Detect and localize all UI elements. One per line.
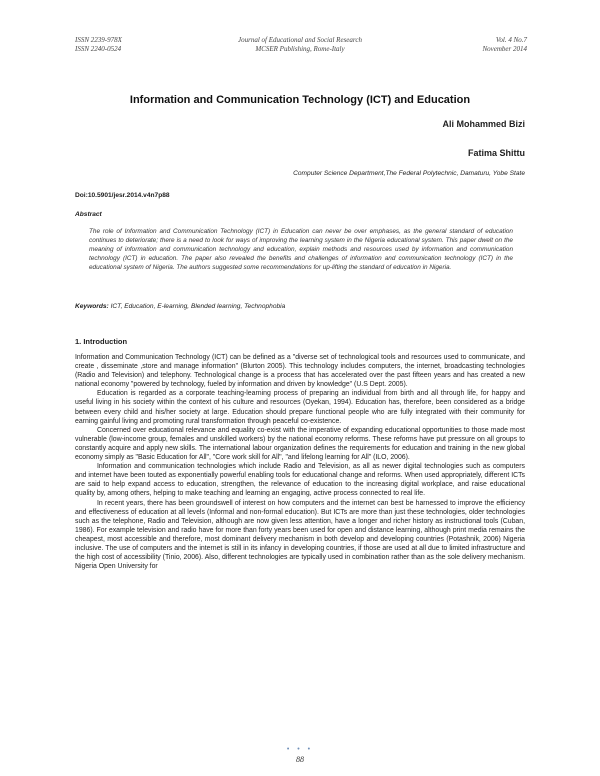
keywords bbox=[75, 303, 285, 310]
author-name: Ali Mohammed Bizi bbox=[442, 119, 525, 129]
header-volume bbox=[482, 36, 527, 54]
paragraph: Concerned over educational relevance and equality co-exist with the imperative of expanding educational opportunities to those made most vulnerable (low-income group, females and unskilled workers) by the national economy reforms. These reforms have put pressure on all groups to constantly acquire and apply new skills. The international labour organization defines the requirements for education and training in the new global economy simply as "Basic Education for All", "Core work skill for All", "and lifelong learning for All" (ILO, 2006). bbox=[75, 426, 525, 462]
keywords-list: ICT, Education, E-learning, Blended learning, Technophobia bbox=[110, 303, 286, 310]
doi: Doi:10.5901/jesr.2014.v4n7p88 bbox=[75, 192, 170, 199]
volume: Vol. 4 No.7 bbox=[495, 36, 527, 44]
paragraph: In recent years, there has been groundswell of interest on how computers and the internet can best be harnessed to improve the efficiency and effectiveness of education at all levels (Informal and non-formal education). But ICTs are more than just these technologies, older technologies such as the telephone, Radio and Television, although are now given less attention, have a longer and richer history as instructional tools (Cuban, 1986). For example television and radio have for more than forty years been used for open and distance learning, although print media remains the cheapest, most accessible and therefore, most dominant delivery mechanism in both develop and developing countries (Potashnik, 2006) Nigeria inclusive. The use of computers and the internet is still in its infancy in developing countries, if those are used at all due to limited infrastructure and the high cost of accessibility (Tinio, 2006). Also, different technologies are typically used in combination rather than as the sole delivery mechanism. Nigeria Open University for bbox=[75, 499, 525, 571]
issn-online: ISSN 2240-0524 bbox=[75, 45, 122, 53]
abstract-text: The role of Information and Communication Technology (ICT) in Education can never be over emphases, as the general standard of education continues to deteriorate; there is a need to look for ways of improving the learning system in the Nigeria educational system. This paper dwelt on the meaning of information and communication technology and education, explain methods and resources used by information and communication technology (ICT) in education. The paper also revealed the benefits and challenges of information and communication technology (ICT) in the educational system of Nigeria. The authors suggested some recommendations for up-lifting the standard of education in Nigeria. bbox=[89, 228, 513, 271]
issn-print: ISSN 2239-978X bbox=[75, 36, 122, 44]
paragraph: Information and Communication Technology (ICT) can be defined as a "diverse set of technological tools and resources used to communicate, and create , disseminate ,store and manage information" (Blurton 2005). This technology includes computers, the internet, broadcasting technologies (Radio and Television) and telephony. Technological change is a process that has accelerated over the past fifteen years and has created a new national economy "powered by technology, fueled by information and driven by knowledge" (U.S Dept. 2005). bbox=[75, 354, 525, 389]
paragraph: Education is regarded as a corporate teaching-learning process of preparing an individual from birth and all through life, for happy and useful living in his society within the context of his culture and resources (Oyekan, 1994). Education has, therefore, been considered as a bridge between every child and his/her society at large. Education should prepare functional people who are fully integrated with their community for earning gainful living and promoting rural transformation through peaceful co-existence. bbox=[75, 390, 525, 425]
publisher: MCSER Publishing, Rome-Italy bbox=[255, 45, 345, 53]
footer-dots: • • • bbox=[286, 746, 314, 753]
page-number: 88 bbox=[296, 755, 304, 764]
journal-name: Journal of Educational and Social Research bbox=[238, 36, 362, 44]
abstract-heading: Abstract bbox=[75, 211, 102, 218]
keywords-label: Keywords: bbox=[75, 303, 109, 310]
section-body bbox=[75, 353, 525, 571]
author-name: Fatima Shittu bbox=[467, 148, 525, 158]
section-heading: 1. Introduction bbox=[75, 337, 128, 346]
paper-title: Information and Communication Technology (ICT) and Education bbox=[129, 94, 471, 106]
affiliation: Computer Science Department,The Federal Polytechnic, Damaturu, Yobe State bbox=[293, 170, 525, 177]
paragraph: Information and communication technologies which include Radio and Television, as all as newer digital technologies such as computers and internet have been touted as exponentially powerful enabling tools for educational change and reforms. When used appropriately, different ICTs are said to help expand access to education, strengthen, the relevance of education to the increasing digital workplace, and raise educational quality by, among others, helping to make teaching and learning an engaging, active process connected to real life. bbox=[75, 463, 525, 498]
issue-date: November 2014 bbox=[482, 45, 527, 53]
